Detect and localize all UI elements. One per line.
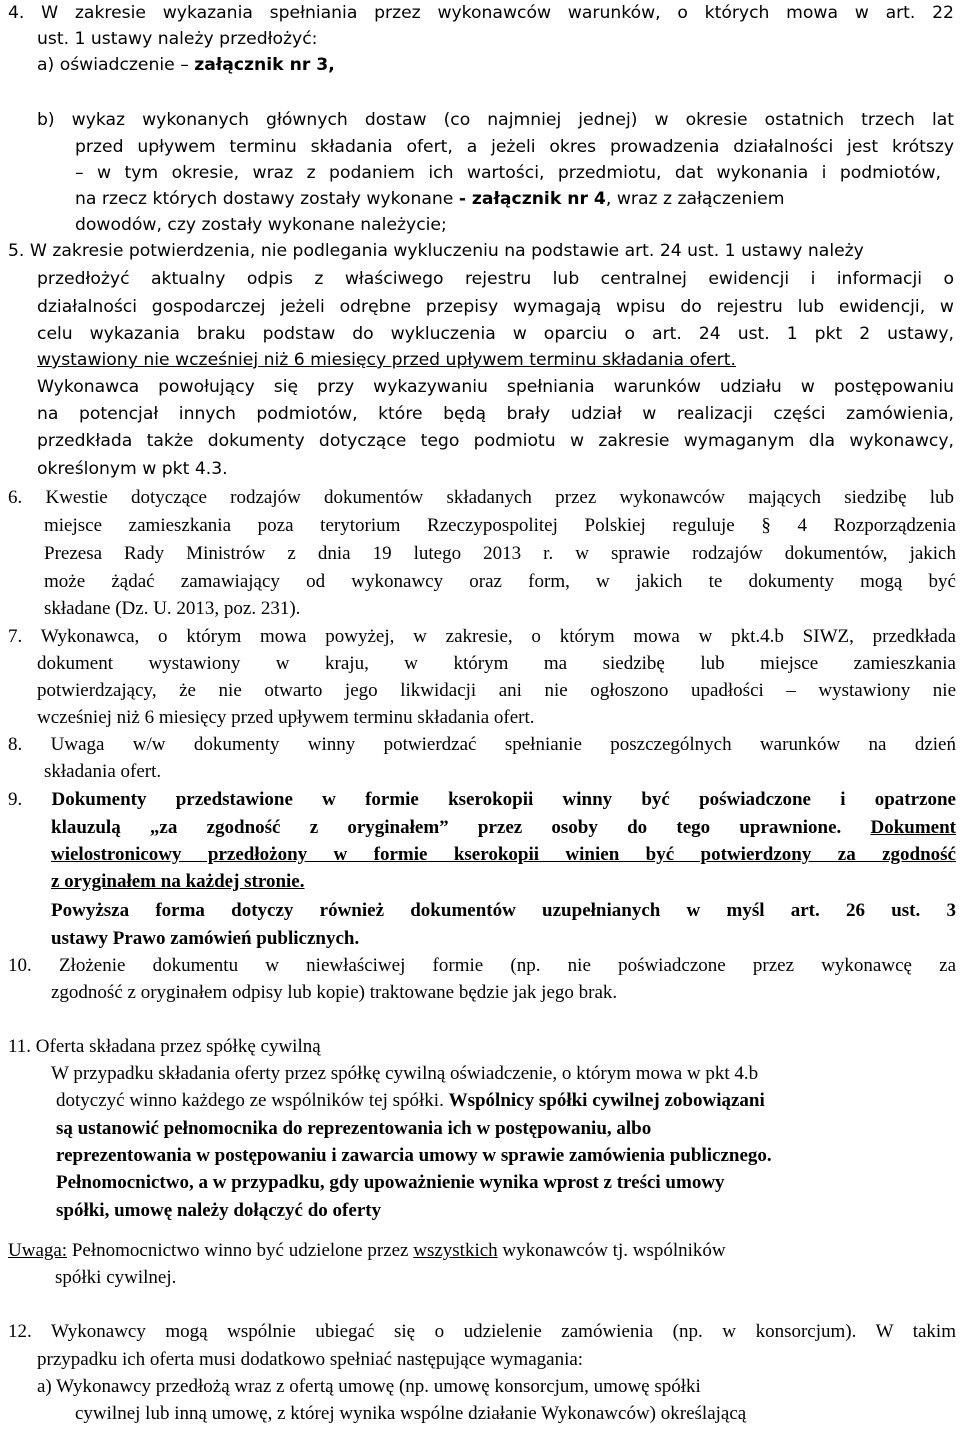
uwaga-line-1 [8, 1237, 726, 1264]
uwaga-label: Uwaga: [8, 1240, 68, 1261]
p8-line-2: składania ofert. [44, 761, 162, 782]
p4-item-a [37, 52, 335, 79]
p12-line-1: 12. Wykonawcy mogą wspólnie ubiegać się o udzielenie zamówienia (np. w konsorcjum). W takim [8, 1321, 956, 1342]
p5-line-1: 5. W zakresie potwierdzenia, nie podlegania wykluczeniu na podstawie art. 24 ust. 1 ustawy należy [8, 241, 864, 261]
p11-line-1: W przypadku składania oferty przez spółkę cywilną oświadczenie, o którym mowa w pkt 4.b [51, 1063, 759, 1084]
p4-item-a-bold: załącznik nr 3, [194, 55, 335, 75]
p4-item-a-text: a) oświadczenie – [37, 55, 195, 75]
p5-line-5-underlined: wystawiony nie wcześniej niż 6 miesięcy przed upływem terminu składania ofert. [37, 350, 736, 370]
p7-line-4: wcześniej niż 6 miesięcy przed upływem terminu składania ofert. [37, 707, 535, 728]
p9-line-4-underlined: z oryginałem na każdej stronie. [51, 871, 305, 892]
p9-line-6: ustawy Prawo zamówień publicznych. [51, 928, 360, 949]
p12-line-3: a) Wykonawcy przedłożą wraz z ofertą umowę (np. umowę konsorcjum, umowę spółki [37, 1376, 701, 1397]
p7-line-3: potwierdzający, że nie otwarto jego likwidacji ani nie ogłoszono upadłości – wystawiony nie [37, 680, 956, 701]
p9-line-4 [51, 868, 305, 895]
p12-line-4: cywilnej lub inną umowę, z której wynika wspólne działanie Wykonawców) określającą [75, 1403, 747, 1424]
p4-item-b-4-tail: , wraz z załączeniem [605, 189, 785, 209]
p9-line-2 [51, 814, 956, 841]
p10-line-2: zgodność z oryginałem odpisy lub kopie) traktowane będzie jak jego brak. [51, 982, 618, 1003]
p11-line-6: spółki, umowę należy dołączyć do oferty [56, 1200, 382, 1221]
p9-line-3 [51, 841, 956, 868]
p9-line-1 [8, 786, 956, 813]
p6-line-5: składane (Dz. U. 2013, poz. 231). [44, 598, 301, 619]
p6-line-1: 6. Kwestie dotyczące rodzajów dokumentów składanych przez wykonawców mających siedzibę lub [8, 487, 954, 508]
p9-line-2-b: Dokument [870, 817, 956, 838]
p11-line-3: są ustanowić pełnomocnika do reprezentowania ich w postępowaniu, albo [56, 1118, 652, 1139]
p6-line-3: Prezesa Rady Ministrów z dnia 19 lutego 2013 r. w sprawie rodzajów dokumentów, jakich [44, 543, 956, 564]
p5-line-4: celu wykazania braku podstaw do wykluczenia w oparciu o art. 24 ust. 1 pkt 2 ustawy, [37, 324, 954, 344]
p7-line-1: 7. Wykonawca, o którym mowa powyżej, w zakresie, o którym mowa w pkt.4.b SIWZ, przedkłada [8, 626, 956, 647]
p9-line-3-underlined: wielostronicowy przedłożony w formie kserokopii winien być potwierdzony za zgodność [51, 844, 956, 865]
p7-line-2: dokument wystawiony w kraju, w którym ma siedzibę lub miejsce zamieszkania [37, 653, 956, 674]
p6-line-2: miejsce zamieszkania poza terytorium Rzeczypospolitej Polskiej reguluje § 4 Rozporządzenia [44, 515, 956, 536]
p11-line-2 [56, 1087, 765, 1114]
p10-line-1: 10. Złożenie dokumentu w niewłaściwej formie (np. nie poświadczone przez wykonawcę za [8, 955, 956, 976]
p11-line-2-b: Wspólnicy spółki cywilnej zobowiązani [448, 1090, 765, 1111]
p5-subcontractor-4: określonym w pkt 4.3. [37, 459, 228, 479]
p9-line-1-bold: Dokumenty przedstawione w formie kserokopii winny być poświadczone i opatrzone [51, 789, 956, 810]
p8-line-1: 8. Uwaga w/w dokumenty winny potwierdzać spełnianie poszczególnych warunków na dzień [8, 734, 956, 755]
p9-number: 9. [8, 789, 52, 810]
p9-line-2-a: klauzulą „za zgodność z oryginałem” przez osoby do tego uprawnione. [51, 817, 871, 838]
uwaga-text-b: wszystkich [413, 1240, 498, 1261]
p4-item-b-1: b) wykaz wykonanych głównych dostaw (co najmniej jednej) w okresie ostatnich trzech lat [37, 110, 954, 130]
p9-line-5: Powyższa forma dotyczy również dokumentów uzupełnianych w myśl art. 26 ust. 3 [51, 900, 956, 921]
p11-title: 11. Oferta składana przez spółkę cywilną [8, 1036, 321, 1057]
p4-item-b-5: dowodów, czy zostały wykonane należycie; [75, 215, 447, 235]
uwaga-text-a: Pełnomocnictwo winno być udzielone przez [67, 1240, 414, 1261]
p4-item-b-4-text: na rzecz których dostawy zostały wykonane [75, 189, 459, 209]
p6-line-4: może żądać zamawiający od wykonawcy oraz form, w jakich te dokumenty mogą być [44, 571, 956, 592]
p4-line-1: 4. W zakresie wykazania spełniania przez wykonawców warunków, o których mowa w art. 22 [8, 3, 954, 23]
p5-subcontractor-3: przedkłada także dokumenty dotyczące tego podmiotu w zakresie wymaganym dla wykonawcy, [37, 431, 954, 451]
p11-line-2-a: dotyczyć winno każdego ze wspólników tej spółki. [56, 1090, 449, 1111]
p5-line-3: działalności gospodarczej jeżeli odrębne przepisy wymagają wpisu do rejestru lub ewidencji, w [37, 297, 954, 317]
p4-line-2: ust. 1 ustawy należy przedłożyć: [37, 29, 318, 49]
uwaga-line-2: spółki cywilnej. [55, 1267, 177, 1288]
p11-line-5: Pełnomocnictwo, a w przypadku, gdy upoważnienie wynika wprost z treści umowy [56, 1172, 725, 1193]
p12-line-2: przypadku ich oferta musi dodatkowo spełniać następujące wymagania: [37, 1349, 584, 1370]
p4-item-b-3: – w tym okresie, wraz z podaniem ich wartości, przedmiotu, dat wykonania i podmiotów, [75, 163, 941, 183]
p11-line-4: reprezentowania w postępowaniu i zawarcia umowy w sprawie zamówienia publicznego. [56, 1145, 772, 1166]
uwaga-text-c: wykonawców tj. wspólników [497, 1240, 726, 1261]
p5-line-5 [37, 347, 736, 374]
p5-line-2: przedłożyć aktualny odpis z właściwego rejestru lub centralnej ewidencji i informacji o [37, 269, 954, 289]
p5-subcontractor-1: Wykonawca powołujący się przy wykazywaniu spełniania warunków udziału w postępowaniu [37, 377, 954, 397]
p5-subcontractor-2: na potencjał innych podmiotów, które będą brały udział w realizacji części zamówienia, [37, 404, 954, 424]
p4-item-b-4 [75, 186, 784, 213]
p4-item-b-2: przed upływem terminu składania ofert, a jeżeli okres prowadzenia działalności jest krótszy [75, 137, 954, 157]
p4-item-b-4-bold: - załącznik nr 4 [458, 189, 606, 209]
